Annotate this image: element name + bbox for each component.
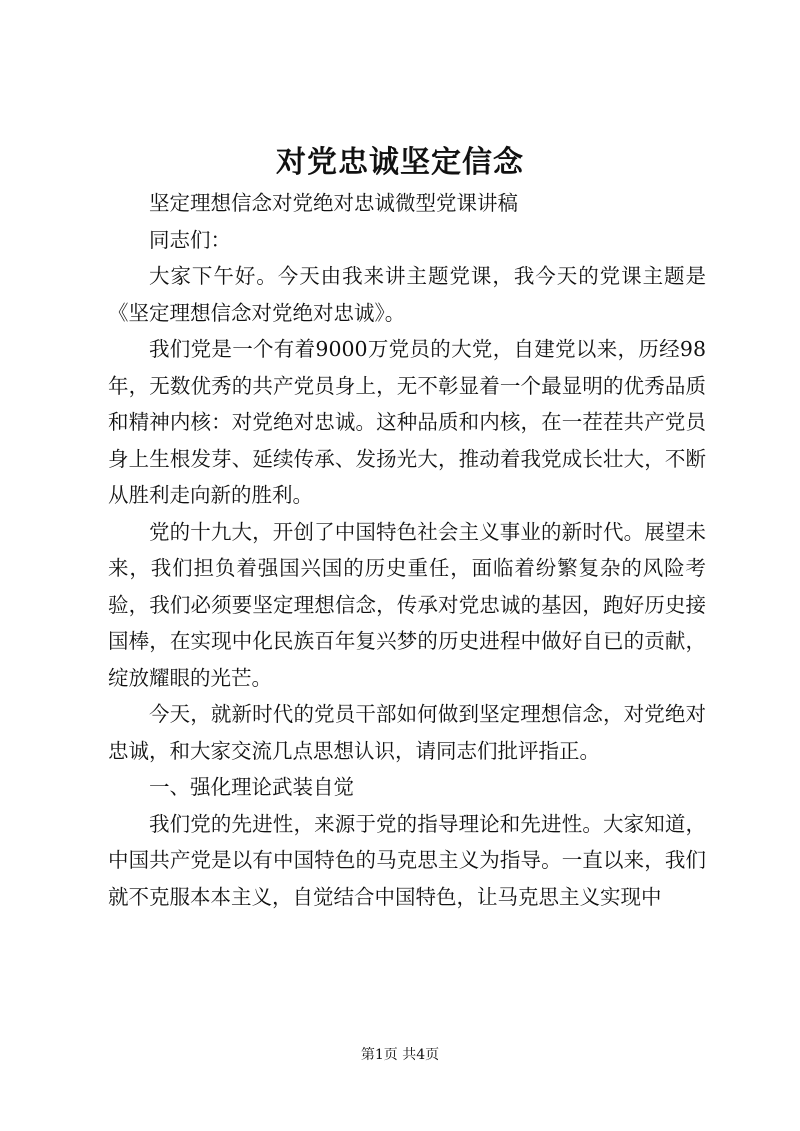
body-paragraph: 大家下午好。今天由我来讲主题党课，我今天的党课主题是《坚定理想信念对党绝对忠诚》。 (108, 264, 706, 325)
body-paragraph: 党的十九大，开创了中国特色社会主义事业的新时代。展望未来，我们担负着强国兴国的历史重任，面临着纷繁复杂的风险考验，我们必须要坚定理想信念，传承对党忠诚的基因，跑好历史接国棒，在实现中化民族百年复兴梦的历史进程中做好自已的贡献，绽放耀眼的光芒。 (108, 519, 706, 690)
subtitle-paragraph: 坚定理想信念对党绝对忠诚微型党课讲稿 (149, 191, 518, 215)
section-heading: 一、强化理论武装自觉 (149, 775, 354, 799)
salutation-paragraph: 同志们： (149, 227, 231, 252)
body-paragraph: 我们党的先进性，来源于党的指导理论和先进性。大家知道，中国共产党是以有中国特色的马克思主义为指导。一直以来，我们就不克服本本主义，自觉结合中国特色，让马克思主义实现中 (108, 811, 706, 909)
document-body (108, 185, 706, 915)
document-title: 对党忠诚坚定信念 (276, 145, 524, 180)
page-number-footer: 第1页 共4页 (360, 1047, 440, 1063)
body-paragraph: 今天，就新时代的党员干部如何做到坚定理想信念，对党绝对忠诚，和大家交流几点思想认识，请同志们批评指正。 (108, 702, 706, 763)
body-paragraph: 我们党是一个有着9000万党员的大党，自建党以来，历经98年，无数优秀的共产党员身上，无不彰显着一个最显明的优秀品质和精神内核：对党绝对忠诚。这种品质和内核，在一茬茬共产党员身上生根发芽、延续传承、发扬光大，推动着我党成长壮大，不断从胜利走向新的胜利。 (108, 337, 706, 507)
